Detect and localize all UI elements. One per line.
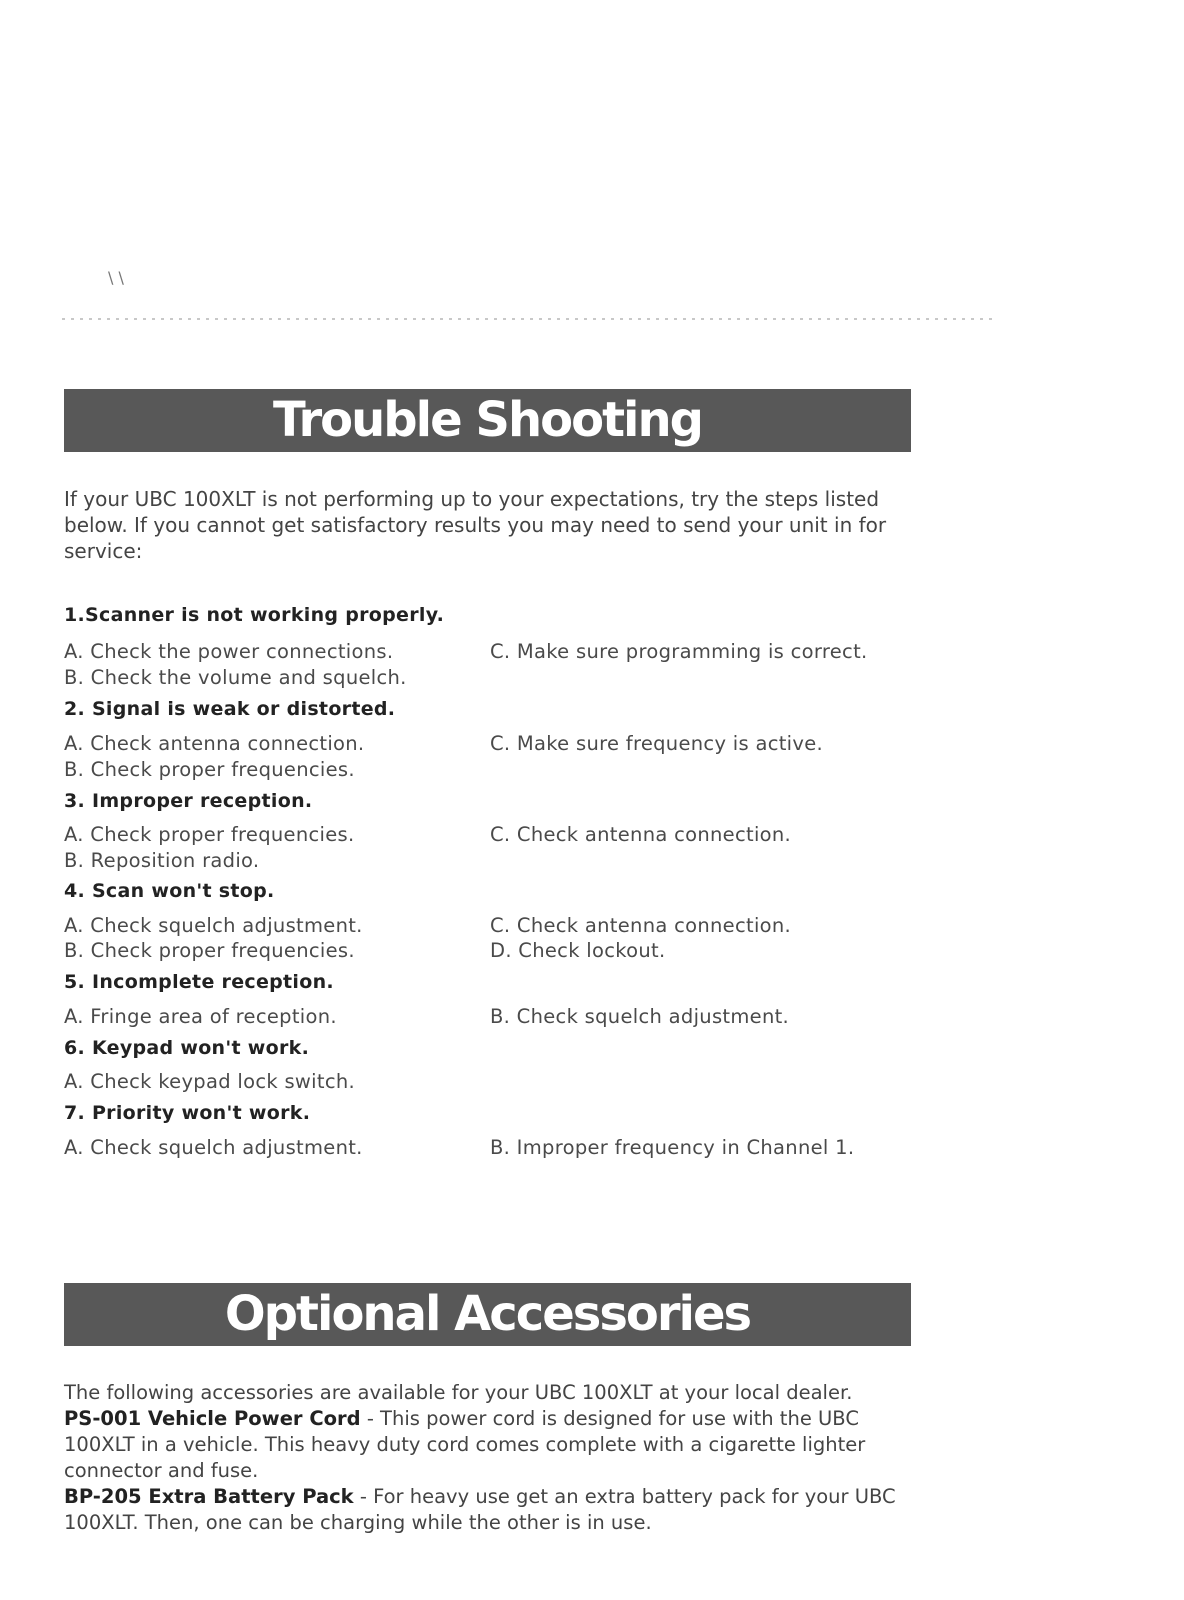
step: C. Make sure frequency is active.: [490, 732, 824, 755]
step: A. Fringe area of reception.: [64, 1005, 337, 1028]
step: C. Check antenna connection.: [490, 823, 792, 846]
step: C. Check antenna connection.: [490, 914, 792, 937]
accessory-name: PS-001 Vehicle Power Cord: [64, 1407, 361, 1430]
accessory-name: BP-205 Extra Battery Pack: [64, 1485, 354, 1508]
accessory-desc: - For heavy use get an extra battery pack for your UBC 100XLT. Then, one can be charging while the other is in use.: [64, 1485, 896, 1534]
item-heading: 4. Scan won't stop.: [64, 880, 275, 902]
step: B. Check proper frequencies.: [64, 939, 355, 962]
step: A. Check proper frequencies.: [64, 823, 355, 846]
step: B. Reposition radio.: [64, 849, 260, 872]
step: A. Check the power connections.: [64, 640, 394, 663]
item-heading: 3. Improper reception.: [64, 790, 313, 812]
step: A. Check keypad lock switch.: [64, 1070, 356, 1093]
accessory-entry: [64, 1484, 914, 1536]
accessory-desc: - This power cord is designed for use with the UBC 100XLT in a vehicle. This heavy duty cord comes complete with a cigarette lighter connector and fuse.: [64, 1407, 866, 1482]
step: A. Check antenna connection.: [64, 732, 365, 755]
step: B. Check proper frequencies.: [64, 758, 355, 781]
step: B. Improper frequency in Channel 1.: [490, 1136, 855, 1159]
accessories-text: [64, 1380, 914, 1536]
item-heading: 6. Keypad won't work.: [64, 1037, 310, 1059]
item-heading: 5. Incomplete reception.: [64, 971, 334, 993]
troubleshooting-intro: If your UBC 100XLT is not performing up to your expectations, try the steps listed below. If you cannot get satisfactory results you may need to send your unit in for service:: [64, 487, 887, 563]
accessories-intro: The following accessories are available for your UBC 100XLT at your local dealer.: [64, 1381, 853, 1404]
troubleshooting-banner: Trouble Shooting: [64, 389, 911, 452]
step: A. Check squelch adjustment.: [64, 914, 363, 937]
item-heading: 7. Priority won't work.: [64, 1102, 311, 1124]
step: B. Check the volume and squelch.: [64, 666, 407, 689]
scan-line: [62, 318, 997, 320]
item-heading: 1.Scanner is not working properly.: [64, 604, 445, 626]
step: B. Check squelch adjustment.: [490, 1005, 790, 1028]
step: D. Check lockout.: [490, 939, 666, 962]
scan-artifact: \ \: [108, 268, 124, 287]
accessories-banner: Optional Accessories: [64, 1283, 911, 1346]
step: A. Check squelch adjustment.: [64, 1136, 363, 1159]
item-heading: 2. Signal is weak or distorted.: [64, 698, 396, 720]
step: C. Make sure programming is correct.: [490, 640, 868, 663]
accessory-entry: [64, 1406, 914, 1484]
